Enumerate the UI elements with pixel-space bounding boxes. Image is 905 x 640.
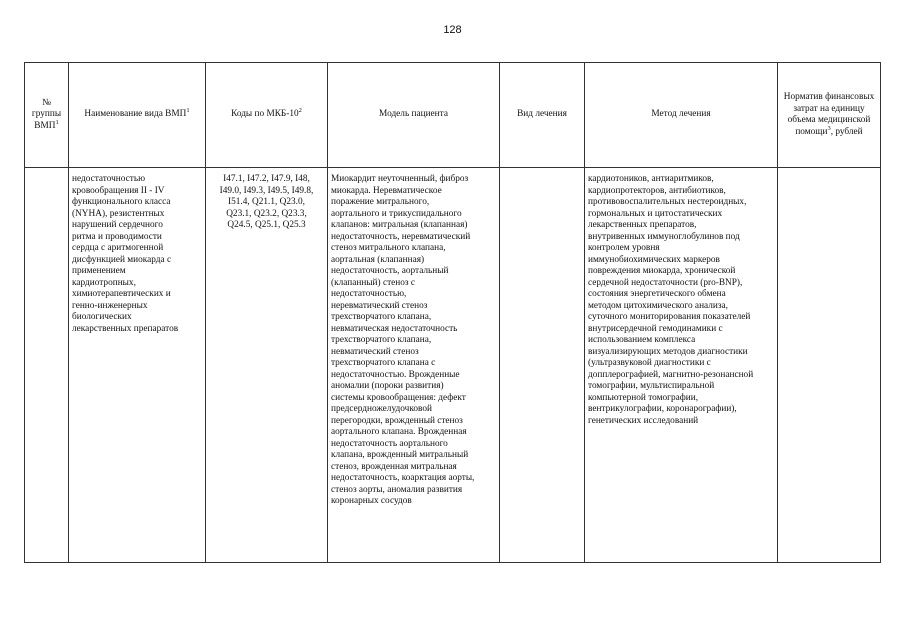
header-codes-text: Коды по МКБ-10 [231, 109, 299, 120]
cell-vmp-name: недостаточностью кровообращения II - IV функционального класса (NYHA), резистентных нарушений сердечного ритма и проводимости сердца с аритмогенной дисфункцией миокарда с применением кардиотропных, химиотерапевтических и генно-инженерных биологических лекарственных препаратов [69, 168, 206, 563]
header-norm-unit: , рублей [830, 126, 863, 137]
header-treatment-type: Вид лечения [500, 63, 585, 168]
cell-treatment-type [500, 168, 585, 563]
header-patient-model: Модель пациента [328, 63, 500, 168]
footnote-marker: 2 [298, 107, 302, 115]
cell-patient-model: Миокардит неуточненный, фиброз миокарда. Неревматическое поражение митрального, аортального и трикуспидального клапанов: митральная (клапанная) недостаточность, неревматический стеноз митрального клапана, аортальная (клапанная) недостаточность, аортальный (клапанный) стеноз с недостаточностью, неревматический стеноз трехстворчатого клапана, невматическая недостаточность трехстворчатого клапана, невматический стеноз трехстворчатого клапана с недостаточностью. Врожденные аномалии (пороки развития) системы кровообращения: дефект предсердножелудочковой перегородки, врожденный стеноз аортального клапана. Врожденная недостаточность аортального клапана, врожденный митральный стеноз, врожденная митральная недостаточность, коарктация аорты, стеноз аорты, аномалия развития коронарных сосудов [328, 168, 500, 563]
table-header-row [25, 63, 881, 168]
footnote-marker: 1 [186, 107, 190, 115]
header-vmp-name [69, 63, 206, 168]
table-row [25, 168, 881, 563]
header-group-no-text: № группы ВМП [31, 97, 62, 131]
page-number: 128 [443, 24, 462, 36]
cell-group-no [25, 168, 69, 563]
header-norm-text: Норматив финансовых затрат на единицу объема медицинской помощи [783, 92, 875, 137]
header-vmp-name-text: Наименование вида ВМП [84, 109, 187, 120]
cell-codes: I47.1, I47.2, I47.9, I48, I49.0, I49.3, I49.5, I49.8, I51.4, Q21.1, Q23.0, Q23.1, Q23.2, Q23.3, Q24.5, Q25.1, Q25.3 [206, 168, 328, 563]
header-norm [778, 63, 881, 168]
header-treatment-method: Метод лечения [585, 63, 778, 168]
header-group-no [25, 63, 69, 168]
footnote-marker: 1 [55, 118, 59, 126]
cell-treatment-method: кардиотоников, антиаритмиков, кардиопротекторов, антибиотиков, противовоспалительных нестероидных, гормональных и цитостатических лекарственных препаратов, внутривенных иммуноглобулинов под контролем уровня иммунобиохимических маркеров повреждения миокарда, хронической сердечной недостаточности (pro-BNP), состояния энергетического обмена методом цитохимического анализа, суточного мониторирования показателей внутрисердечной гемодинамики с использованием комплекса визуализирующих методов диагностики (ультразвуковой диагностики с допплерографией, магнитно-резонансной томографии, мультиспиральной компьютерной томографии, вентрикулографии, коронарографии), генетических исследований [585, 168, 778, 563]
header-codes [206, 63, 328, 168]
footnote-marker: 3 [827, 124, 831, 132]
vmp-table [24, 62, 881, 563]
cell-norm [778, 168, 881, 563]
